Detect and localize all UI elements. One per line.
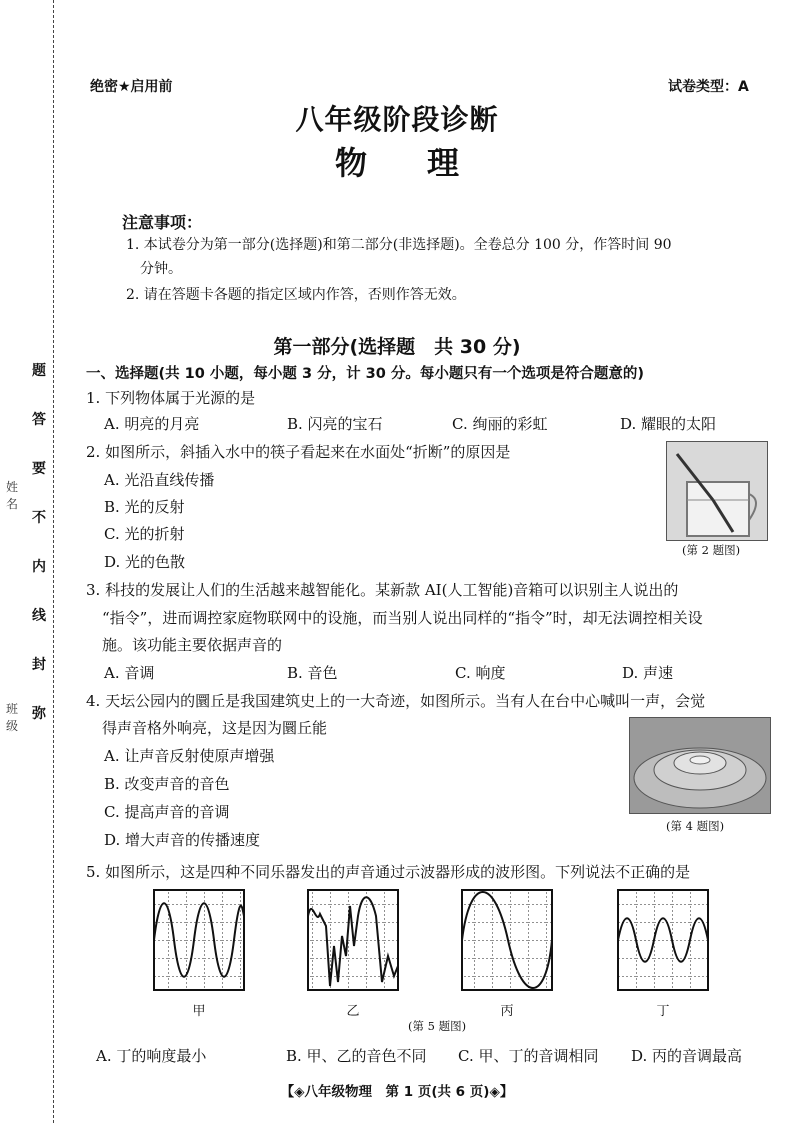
confidential-label: 绝密★启用前 [90,79,173,95]
q1-option-c: C. 绚丽的彩虹 [452,415,548,433]
part-title: 第一部分(选择题 共 30 分) [273,336,521,358]
margin-char: 题 [32,363,46,379]
margin-char: 内 [32,559,46,575]
q2-option-a: A. 光沿直线传播 [104,471,215,489]
q4-stem-line1: 4. 天坛公园内的圜丘是我国建筑史上的一大奇迹，如图所示。当有人在台中心喊叫一声，会觉 [86,692,706,710]
q5-option-a: A. 丁的响度最小 [96,1047,207,1065]
margin-char: 线 [32,608,46,624]
q5-option-c: C. 甲、丁的音调相同 [458,1047,599,1065]
q4-stem-line2: 得声音格外响亮，这是因为圜丘能 [102,719,328,737]
q3-option-d: D. 声速 [622,664,674,682]
q2-figure-image [666,441,768,541]
waveform-bing [462,890,552,990]
circular-mound-altar-icon [630,718,770,813]
notice-heading: 注意事项： [122,213,203,232]
glass-chopstick-icon [667,442,767,540]
q4-option-b: B. 改变声音的音色 [104,775,230,793]
q1-option-b: B. 闪亮的宝石 [287,415,383,433]
paper-type: 试卷类型：A [668,79,749,95]
waveform-jia [154,890,244,990]
q5-caption: (第 5 题图) [408,1019,467,1033]
margin-char: 要 [32,461,46,477]
q2-caption: (第 2 题图) [682,543,741,557]
waveform-label-bing: 丙 [500,1004,514,1019]
margin-char: 封 [32,657,46,673]
margin-char: 不 [32,510,46,526]
q3-option-a: A. 音调 [104,664,155,682]
seal-line-notice [28,360,50,752]
waveform-label-ding: 丁 [656,1004,670,1019]
q3-stem-line2: “指令”，进而调控家庭物联网中的设施，而当别人说出同样的“指令”时，却无法调控相关设 [102,609,703,627]
q2-option-c: C. 光的折射 [104,525,185,543]
waveform-yi [308,890,398,990]
q4-caption: (第 4 题图) [666,819,725,833]
q5-option-b: B. 甲、乙的音色不同 [286,1047,427,1065]
waveform-ding [618,890,708,990]
waveform-label-jia: 甲 [192,1004,206,1019]
q4-figure-image [629,717,771,814]
q4-option-d: D. 增大声音的传播速度 [104,831,261,849]
section-title: 一、选择题(共 10 小题，每小题 3 分，计 30 分。每小题只有一个选项是符合题意的) [86,366,644,382]
waveform-label-yi: 乙 [346,1004,360,1019]
q2-option-d: D. 光的色散 [104,553,186,571]
q3-stem-line3: 施。该功能主要依据声音的 [102,636,283,654]
margin-char: 答 [32,412,46,428]
q5-option-d: D. 丙的音调最高 [631,1047,743,1065]
q4-option-c: C. 提高声音的音调 [104,803,230,821]
q2-stem: 2. 如图所示，斜插入水中的筷子看起来在水面处“折断”的原因是 [86,443,511,461]
notice-item-2: 2. 请在答题卡各题的指定区域内作答，否则作答无效。 [126,287,466,303]
q3-option-b: B. 音色 [287,664,338,682]
margin-char: 弥 [32,706,46,722]
notice-item-1: 1. 本试卷分为第一部分(选择题)和第二部分(非选择题)。全卷总分 100 分，作答时间 90 [126,237,672,253]
q3-option-c: C. 响度 [455,664,506,682]
class-label: 班级 [6,702,19,733]
page-footer: 【◈八年级物理 第 1 页(共 6 页)◈】 [280,1084,514,1100]
q1-option-d: D. 耀眼的太阳 [620,415,717,433]
name-label: 姓名 [6,480,19,511]
exam-title: 八年级阶段诊断 [295,103,499,136]
q4-option-a: A. 让声音反射使原声增强 [104,747,275,765]
oscilloscope-waveforms [150,886,760,996]
q2-option-b: B. 光的反射 [104,498,185,516]
q5-stem: 5. 如图所示，这是四种不同乐器发出的声音通过示波器形成的波形图。下列说法不正确的是 [86,863,691,881]
q3-stem-line1: 3. 科技的发展让人们的生活越来越智能化。某新款 AI(人工智能)音箱可以识别主人说出的 [86,581,679,599]
exam-subject: 物理 [334,144,519,182]
notice-item-1-cont: 分钟。 [140,261,182,277]
q1-stem: 1. 下列物体属于光源的是 [86,389,256,407]
q1-option-a: A. 明亮的月亮 [104,415,200,433]
